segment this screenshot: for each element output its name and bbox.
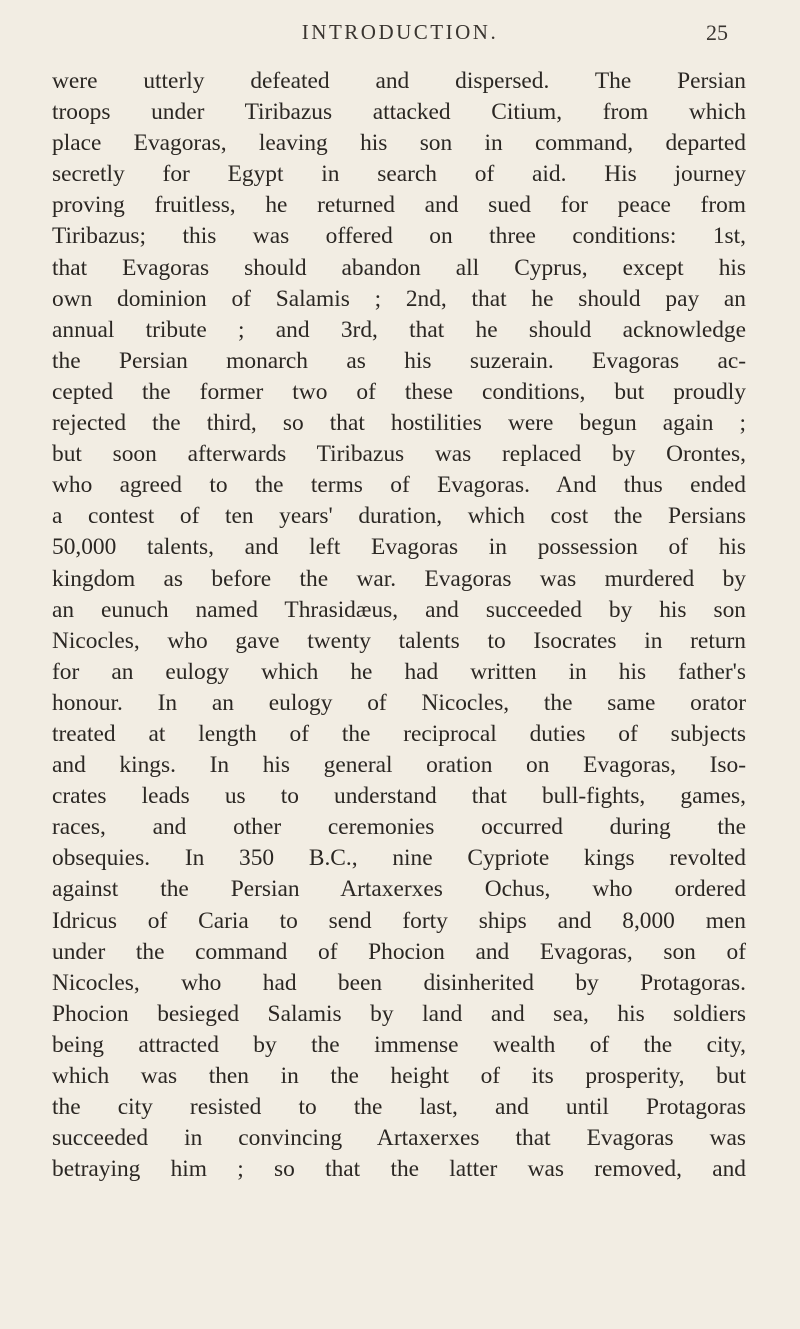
text-line: treated at length of the reciprocal duties of subjects	[52, 720, 746, 747]
text-line: the Persian monarch as his suzerain. Evagoras ac-	[52, 347, 746, 374]
running-title: INTRODUCTION.	[301, 20, 499, 44]
text-line: own dominion of Salamis ; 2nd, that he should pay an	[52, 285, 746, 312]
text-line: the city resisted to the last, and until Protagoras	[52, 1094, 746, 1121]
body-text	[52, 66, 746, 1185]
text-line: troops under Tiribazus attacked Citium, from which	[52, 99, 746, 126]
text-line: succeeded in convincing Artaxerxes that Evagoras was	[52, 1125, 746, 1152]
text-line: were utterly defeated and dispersed. The Persian	[52, 68, 746, 94]
text-line: Nicocles, who had been disinherited by Protagoras.	[52, 969, 746, 996]
text-line: obsequies. In 350 B.C., nine Cypriote kings revolted	[52, 845, 746, 872]
text-line: proving fruitless, he returned and sued for peace from	[52, 192, 746, 219]
text-line: crates leads us to understand that bull-fights, games,	[52, 783, 746, 810]
text-line: who agreed to the terms of Evagoras. And thus ended	[52, 472, 746, 499]
text-line: Phocion besieged Salamis by land and sea, his soldiers	[52, 1000, 746, 1027]
text-line: Tiribazus; this was offered on three conditions: 1st,	[52, 223, 746, 250]
text-line: honour. In an eulogy of Nicocles, the same orator	[52, 689, 746, 716]
text-line: annual tribute ; and 3rd, that he should acknowledge	[52, 316, 746, 343]
text-line: betraying him ; so that the latter was removed, and	[52, 1156, 746, 1183]
text-line: under the command of Phocion and Evagoras, son of	[52, 938, 746, 965]
text-line: races, and other ceremonies occurred during the	[52, 814, 746, 841]
text-line: against the Persian Artaxerxes Ochus, who ordered	[52, 876, 746, 903]
text-line: an eunuch named Thrasidæus, and succeeded by his son	[52, 596, 746, 623]
running-head	[0, 20, 800, 50]
text-line: cepted the former two of these conditions, but proudly	[52, 378, 746, 405]
page-number: 25	[706, 20, 728, 45]
text-line: Idricus of Caria to send forty ships and 8,000 men	[52, 907, 746, 934]
text-line: and kings. In his general oration on Evagoras, Iso-	[52, 752, 746, 779]
text-line: but soon afterwards Tiribazus was replaced by Orontes,	[52, 441, 746, 468]
text-line: 50,000 talents, and left Evagoras in possession of his	[52, 534, 746, 561]
text-line: being attracted by the immense wealth of the city,	[52, 1031, 746, 1058]
text-line: place Evagoras, leaving his son in command, departed	[52, 130, 746, 157]
text-line: Nicocles, who gave twenty talents to Isocrates in return	[52, 627, 746, 654]
text-line: that Evagoras should abandon all Cyprus, except his	[52, 254, 746, 281]
text-line: a contest of ten years' duration, which cost the Persians	[52, 503, 746, 530]
text-line: kingdom as before the war. Evagoras was murdered by	[52, 565, 746, 592]
text-line: which was then in the height of its prosperity, but	[52, 1063, 746, 1089]
text-line: rejected the third, so that hostilities were begun again ;	[52, 410, 746, 437]
text-line: for an eulogy which he had written in his father's	[52, 658, 746, 685]
text-line: secretly for Egypt in search of aid. His journey	[52, 161, 746, 188]
